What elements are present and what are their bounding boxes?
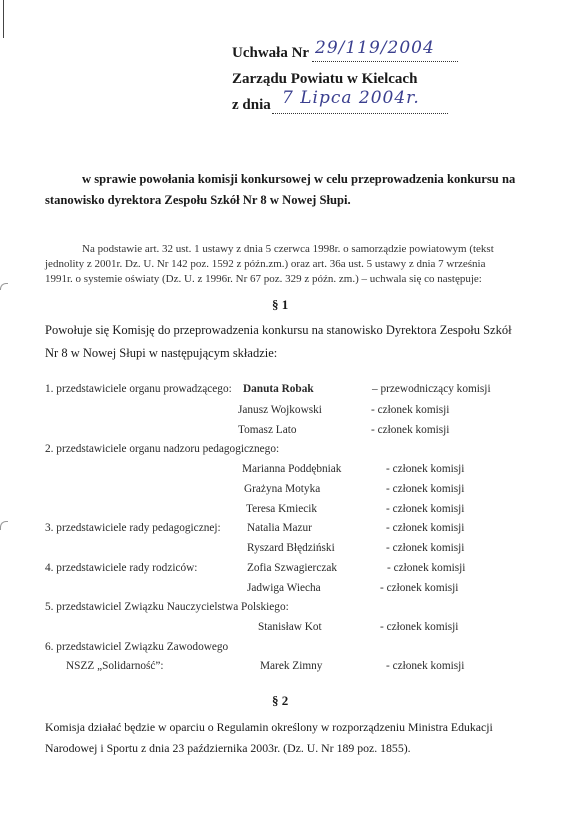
member-name: Tomasz Lato xyxy=(238,424,297,436)
punch-hole-mark xyxy=(0,521,8,530)
member-role: - członek komisji xyxy=(371,424,450,436)
member-name: Stanisław Kot xyxy=(258,621,322,633)
member-name: Teresa Kmiecik xyxy=(246,503,318,515)
legal-basis-line-2: jednolity z 2001r. Dz. U. Nr 142 poz. 1592 z późn.zm.) oraz art. 36a ust. 5 ustawy z dnia 7 września xyxy=(45,258,486,270)
subject-line-1: w sprawie powołania komisji konkursowej w celu przeprowadzenia konkursu na xyxy=(82,172,516,186)
member-name: Danuta Robak xyxy=(243,383,314,395)
section-2-mark: § 2 xyxy=(272,693,289,708)
member-role: - członek komisji xyxy=(386,483,465,495)
date-dots xyxy=(272,112,448,114)
member-name: Jadwiga Wiecha xyxy=(247,582,321,594)
member-role: - członek komisji xyxy=(386,522,465,534)
section-1-line-1: Powołuje się Komisję do przeprowadzenia konkursu na stanowisko Dyrektora Zespołu Szkół xyxy=(45,323,512,337)
member-name: Natalia Mazur xyxy=(247,522,312,534)
member-name: Ryszard Błędziński xyxy=(247,542,335,554)
scan-edge-mark xyxy=(3,0,4,38)
section-2-line-2: Narodowej i Sportu z dnia 23 października 2003r. (Dz. U. Nr 189 poz. 1855). xyxy=(45,741,411,755)
group-4-label: 4. przedstawiciele rady rodziców: xyxy=(45,562,198,574)
section-1-mark: § 1 xyxy=(272,297,289,312)
group-6-label: 6. przedstawiciel Związku Zawodowego xyxy=(45,641,229,653)
member-role: - członek komisji xyxy=(380,621,459,633)
member-name: Marek Zimny xyxy=(260,660,323,672)
member-role: - członek komisji xyxy=(386,542,465,554)
group-6-label-2: NSZZ „Solidarność”: xyxy=(66,660,164,672)
group-5-label: 5. przedstawiciel Związku Nauczycielstwa Polskiego: xyxy=(45,601,289,613)
punch-hole-mark xyxy=(0,283,8,290)
group-2-label: 2. przedstawiciele organu nadzoru pedagogicznego: xyxy=(45,443,280,455)
group-1-label: 1. przedstawiciele organu prowadzącego: xyxy=(45,383,232,395)
resolution-number-dots xyxy=(312,60,458,62)
member-name: Janusz Wojkowski xyxy=(238,404,322,416)
member-role: - członek komisji xyxy=(386,503,465,515)
group-3-label: 3. przedstawiciele rady pedagogicznej: xyxy=(45,522,221,534)
date-handwritten: 7 Lipca 2004r. xyxy=(282,88,420,108)
member-name: Marianna Poddębniak xyxy=(242,463,342,475)
member-role: - członek komisji xyxy=(386,660,465,672)
board-line: Zarządu Powiatu w Kielcach xyxy=(232,71,418,87)
member-name: Grażyna Motyka xyxy=(244,483,321,495)
date-label: z dnia xyxy=(232,97,271,113)
resolution-number-handwritten: 29/119/2004 xyxy=(315,38,435,58)
section-2-line-1: Komisja działać będzie w oparciu o Regulamin określony w rozporządzeniu Ministra Edukacji xyxy=(45,720,493,734)
legal-basis-line-3: 1991r. o systemie oświaty (Dz. U. z 1996r. Nr 67 poz. 329 z późn. zm.) – uchwala się co następuje: xyxy=(45,273,482,285)
member-role: – przewodniczący komisji xyxy=(372,383,491,395)
member-role: - członek komisji xyxy=(387,562,466,574)
subject-line-2: stanowisko dyrektora Zespołu Szkół Nr 8 w Nowej Słupi. xyxy=(45,193,351,207)
member-role: - członek komisji xyxy=(386,463,465,475)
legal-basis-line-1: Na podstawie art. 32 ust. 1 ustawy z dnia 5 czerwca 1998r. o samorządzie powiatowym (tekst xyxy=(82,243,494,255)
member-role: - członek komisji xyxy=(380,582,459,594)
resolution-label: Uchwała Nr xyxy=(232,45,310,61)
member-name: Zofia Szwagierczak xyxy=(247,562,338,574)
section-1-line-2: Nr 8 w Nowej Słupi w następującym składzie: xyxy=(45,346,278,360)
member-role: - członek komisji xyxy=(371,404,450,416)
